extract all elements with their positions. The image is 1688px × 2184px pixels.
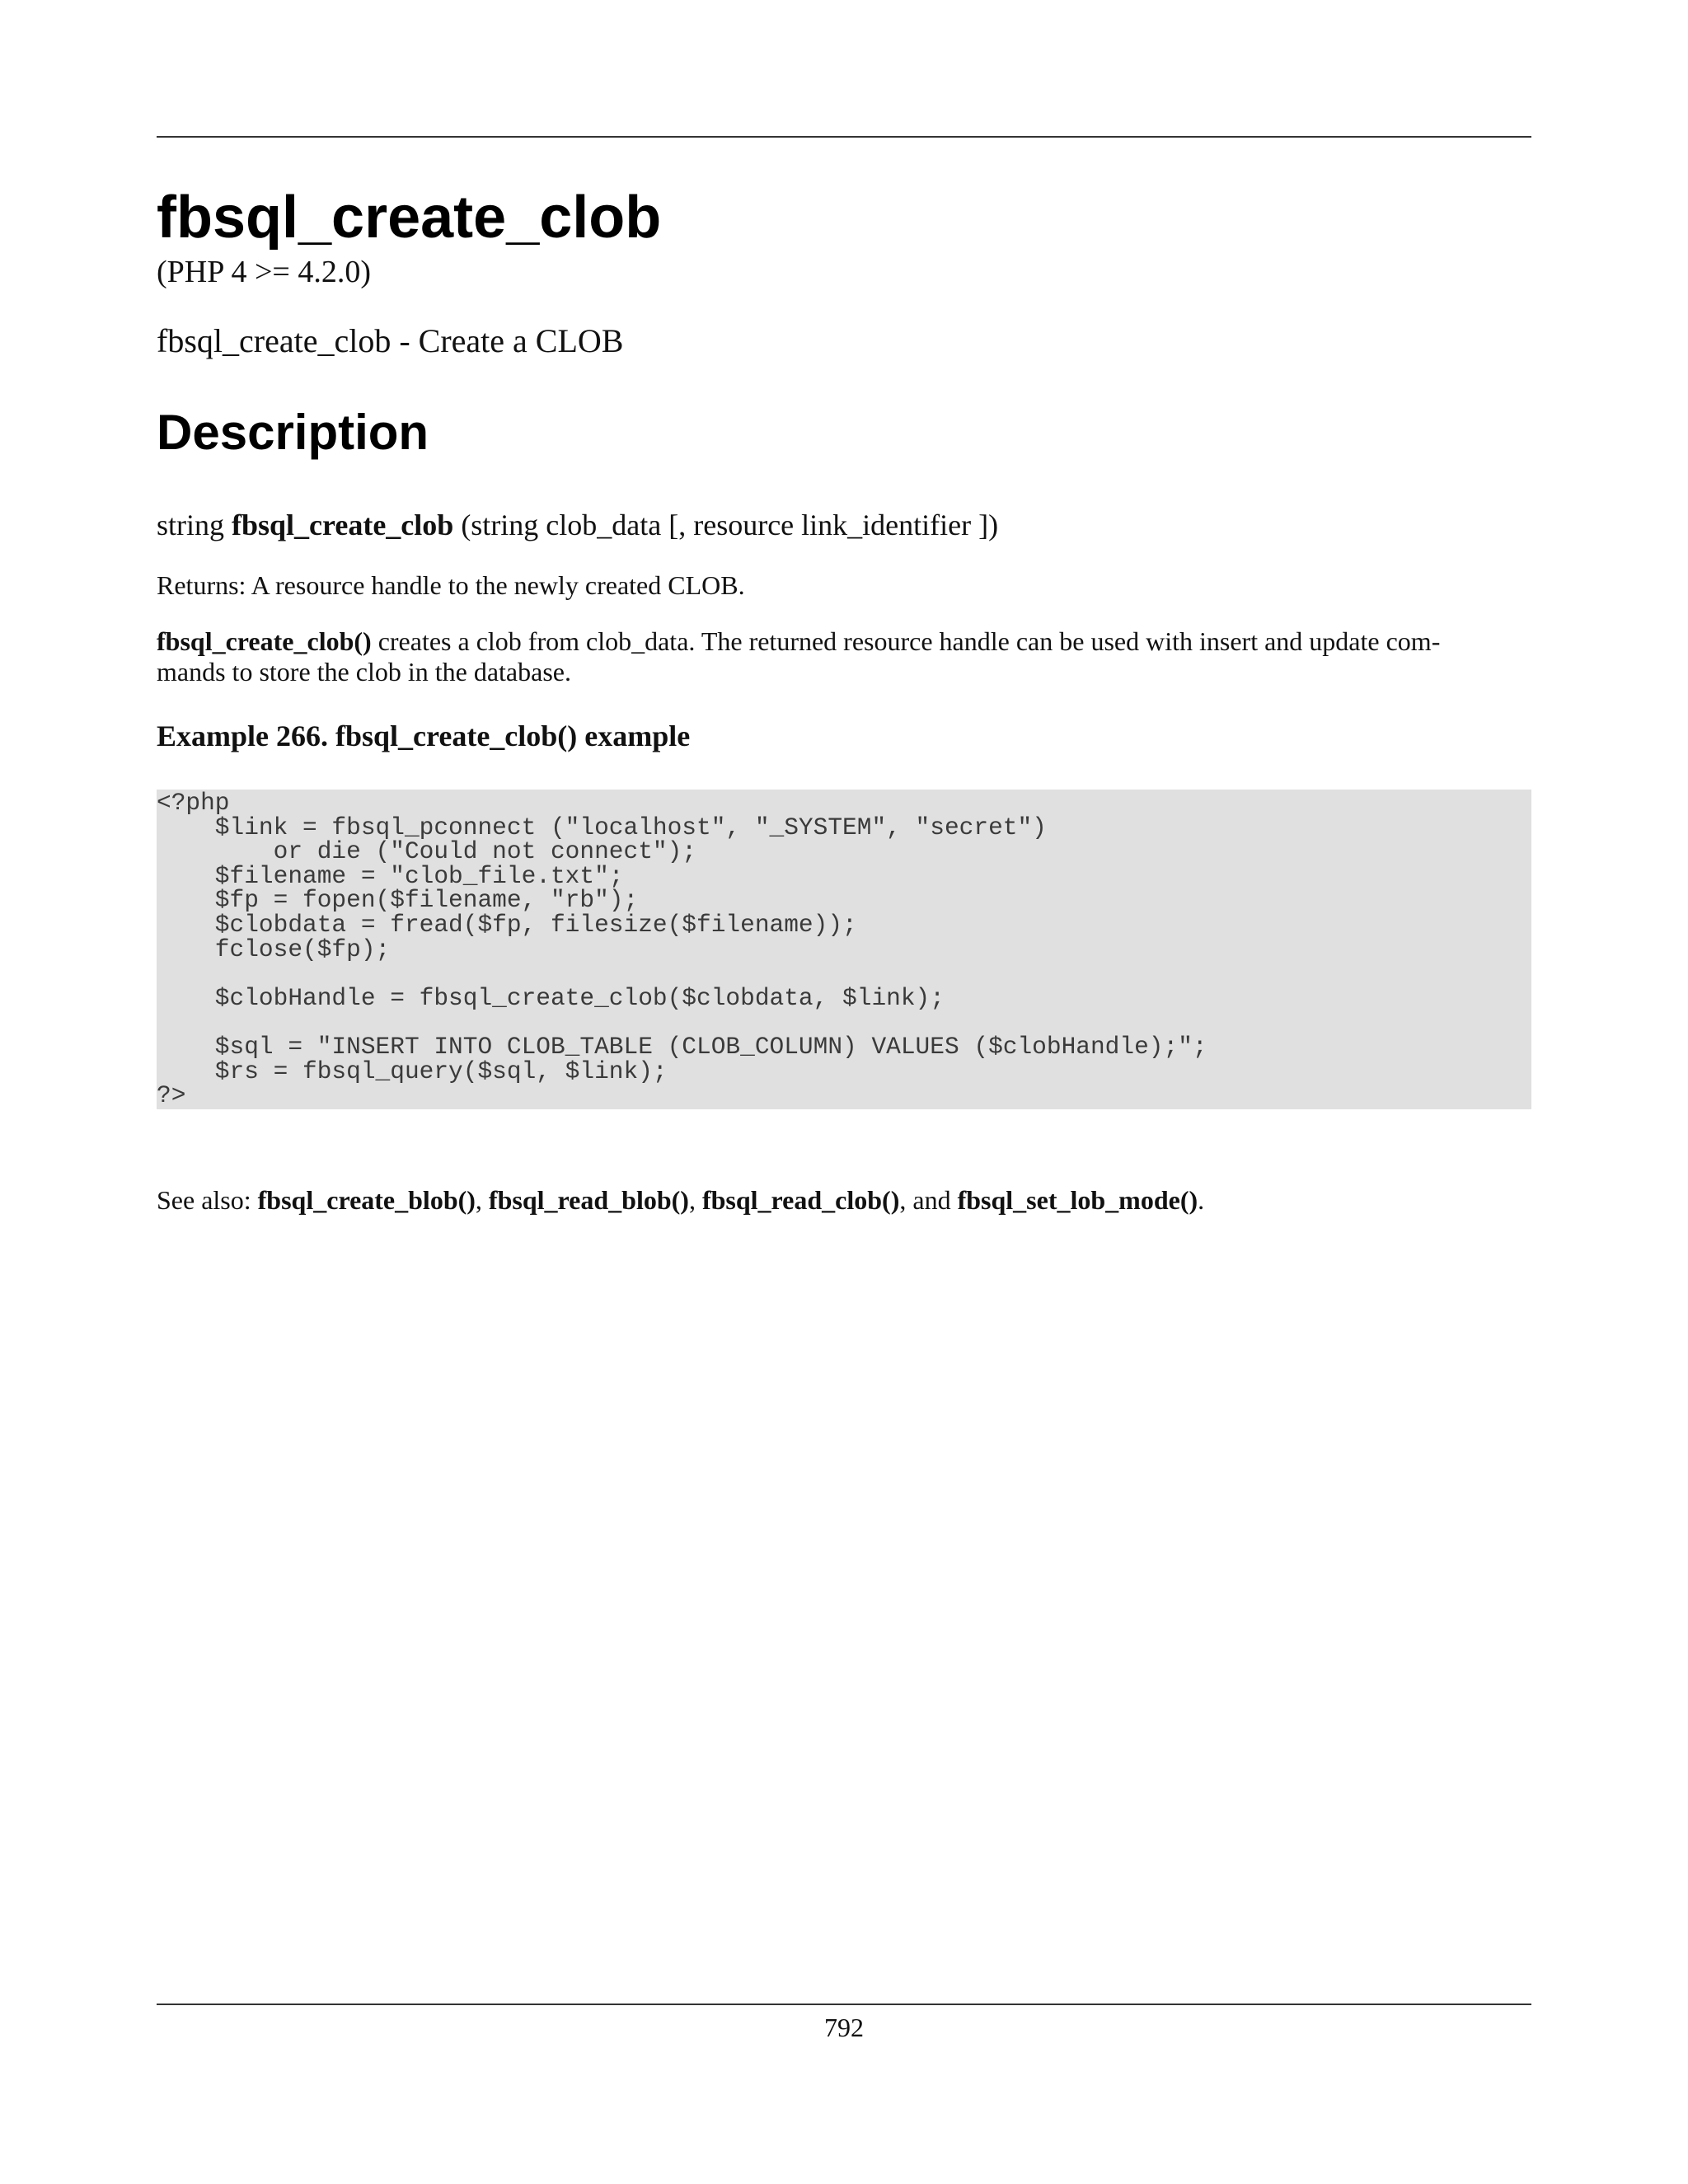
function-params: (string clob_data [, resource link_identifier ]) [461, 509, 999, 541]
document-page [157, 0, 1531, 2184]
returns-text: Returns: A resource handle to the newly created CLOB. [157, 570, 745, 600]
see-also-suffix: . [1198, 1185, 1205, 1215]
function-ref: fbsql_create_clob() [157, 626, 372, 656]
see-also-separator: , and [899, 1185, 958, 1215]
see-also-link[interactable]: fbsql_read_blob() [488, 1185, 689, 1215]
section-heading: Description [157, 405, 429, 460]
see-also-prefix: See also: [157, 1185, 258, 1215]
code-example: <?php $link = fbsql_pconnect ("localhost", "_SYSTEM", "secret") or die ("Could not connect"); $filename = "clob_file.txt"; $fp = fopen($filename, "rb"); $clobdata = fread($fp, filesize($filename)); fclose($fp); $clobHandle = fbsql_create_clob($clobdata, $link); $sql = "INSERT INTO CLOB_TABLE (CLOB_COLUMN) VALUES ($clobHandle);"; $rs = fbsql_query($sql, $link); ?> [157, 790, 1531, 1109]
see-also-link[interactable]: fbsql_set_lob_mode() [957, 1185, 1198, 1215]
see-also-link[interactable]: fbsql_read_clob() [701, 1185, 900, 1215]
return-type: string [157, 509, 225, 541]
see-also [157, 1183, 1204, 1218]
function-purpose: fbsql_create_clob - Create a CLOB [157, 322, 624, 359]
header-rule [157, 136, 1531, 138]
see-also-separator: , [688, 1185, 702, 1215]
page-number: 792 [824, 2013, 864, 2042]
description-text-line1: creates a clob from clob_data. The returned resource handle can be used with insert and update com- [371, 626, 1441, 656]
version-info: (PHP 4 >= 4.2.0) [157, 255, 371, 289]
page-title: fbsql_create_clob [157, 185, 662, 251]
description-text-line2: mands to store the clob in the database. [157, 657, 571, 687]
function-synopsis [157, 506, 998, 545]
function-name: fbsql_create_clob [232, 509, 454, 541]
footer-rule [157, 2004, 1531, 2005]
see-also-link[interactable]: fbsql_create_blob() [257, 1185, 476, 1215]
see-also-separator: , [475, 1185, 489, 1215]
example-title: Example 266. fbsql_create_clob() example [157, 719, 691, 752]
description-paragraph [157, 626, 1531, 687]
